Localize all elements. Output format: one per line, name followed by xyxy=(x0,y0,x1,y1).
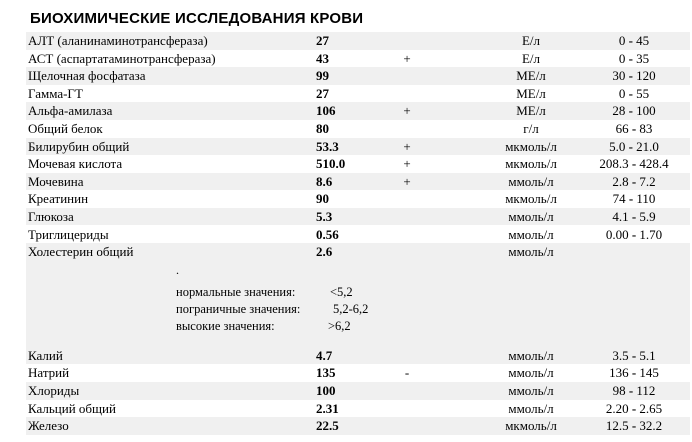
reference-range xyxy=(581,382,687,400)
table-row xyxy=(26,155,690,173)
table-row xyxy=(26,400,690,418)
ref-low: 5.0 xyxy=(609,138,626,154)
test-value: 43 xyxy=(316,50,329,66)
abnormal-flag: + xyxy=(403,103,411,119)
test-name: Глюкоза xyxy=(28,208,74,224)
ref-high: 428.4 xyxy=(639,156,669,172)
test-name: Натрий xyxy=(28,365,70,381)
test-name: Холестерин общий xyxy=(28,244,134,260)
test-value: 2.31 xyxy=(316,400,339,416)
ref-high: 32.2 xyxy=(639,418,663,434)
ref-high: 120 xyxy=(636,68,656,84)
ref-high: 21.0 xyxy=(636,138,659,154)
test-value: 27 xyxy=(316,33,329,48)
reference-range xyxy=(581,120,687,138)
test-unit: г/л xyxy=(523,120,539,136)
ref-high: 35 xyxy=(636,50,650,66)
reference-range xyxy=(581,67,687,85)
test-unit: мкмоль/л xyxy=(505,191,557,207)
ref-separator: - xyxy=(628,365,640,381)
table-row xyxy=(26,50,690,68)
ref-high: 7.2 xyxy=(639,173,656,189)
test-value: 510.0 xyxy=(316,156,346,172)
table-row xyxy=(26,173,690,191)
reference-range xyxy=(581,347,687,365)
test-value: 4.7 xyxy=(316,347,333,363)
table-row xyxy=(26,190,690,208)
ref-separator: - xyxy=(628,208,640,224)
ref-high: 2.65 xyxy=(639,400,663,416)
test-value: 5.3 xyxy=(316,208,333,224)
note-dot: . xyxy=(176,262,179,277)
test-name: Альфа-амилаза xyxy=(28,103,113,119)
note-value-high: >6,2 xyxy=(328,318,351,333)
ref-high: 5.9 xyxy=(639,208,656,224)
ref-low: 2.20 xyxy=(605,400,629,416)
test-unit: ммоль/л xyxy=(508,208,554,224)
test-name: Триглицериды xyxy=(28,226,109,242)
ref-high: 5.1 xyxy=(639,347,656,363)
abnormal-flag: + xyxy=(403,50,411,66)
reference-range xyxy=(581,364,687,382)
test-unit: ммоль/л xyxy=(508,400,554,416)
test-unit: МЕ/л xyxy=(516,85,546,101)
reference-range xyxy=(581,32,687,50)
test-value: 27 xyxy=(316,85,329,101)
test-unit: ммоль/л xyxy=(508,244,554,260)
ref-separator: - xyxy=(625,33,637,48)
note-value-normal: <5,2 xyxy=(330,284,353,299)
test-value: 80 xyxy=(316,120,329,136)
ref-low: 0 xyxy=(618,50,626,66)
ref-high: 145 xyxy=(639,365,659,381)
test-value: 90 xyxy=(316,191,329,207)
ref-separator: - xyxy=(625,191,637,207)
reference-range xyxy=(581,138,687,156)
test-name: Хлориды xyxy=(28,383,80,398)
reference-range xyxy=(581,208,687,226)
abnormal-flag: + xyxy=(403,138,411,154)
test-name: АСТ (аспартатаминотрансфераза) xyxy=(28,50,216,66)
table-row xyxy=(26,243,690,261)
table-row xyxy=(26,138,690,156)
test-unit: ммоль/л xyxy=(508,365,554,381)
ref-separator: - xyxy=(628,400,640,416)
ref-separator: - xyxy=(625,103,637,119)
test-name: Билирубин общий xyxy=(28,138,130,154)
ref-low: 136 xyxy=(609,365,629,381)
test-name: Креатинин xyxy=(28,191,89,207)
reference-range xyxy=(581,173,687,191)
ref-low: 74 xyxy=(612,191,626,207)
test-name: Железо xyxy=(28,418,69,434)
table-row xyxy=(26,32,690,50)
test-value: 53.3 xyxy=(316,138,339,154)
ref-low: 0 xyxy=(618,85,626,101)
note-label-normal: нормальные значения: xyxy=(176,284,296,299)
ref-low: 0 xyxy=(618,33,626,48)
table-row xyxy=(26,67,690,85)
table-row xyxy=(26,85,690,103)
test-value: 106 xyxy=(316,103,336,119)
test-value: 135 xyxy=(316,365,336,381)
ref-high: 83 xyxy=(639,120,653,136)
test-name: Общий белок xyxy=(28,120,103,136)
test-value: 8.6 xyxy=(316,173,333,189)
table-row xyxy=(26,120,690,138)
table-row xyxy=(26,102,690,120)
test-name: Калий xyxy=(28,347,63,363)
ref-high: 55 xyxy=(636,85,650,101)
ref-low: 30 xyxy=(612,68,626,84)
note-value-borderline: 5,2-6,2 xyxy=(333,301,369,316)
ref-high: 45 xyxy=(636,33,650,48)
test-name: АЛТ (аланинаминотрансфераза) xyxy=(28,33,208,48)
table-row xyxy=(26,364,690,382)
test-unit: ммоль/л xyxy=(508,347,554,363)
reference-range xyxy=(581,85,687,103)
reference-range xyxy=(581,50,687,68)
ref-separator: - xyxy=(628,156,640,172)
reference-range xyxy=(581,400,687,418)
ref-low: 12.5 xyxy=(605,418,629,434)
ref-separator: - xyxy=(628,347,640,363)
reference-range xyxy=(581,417,687,435)
abnormal-flag: + xyxy=(403,156,411,172)
ref-high: 112 xyxy=(636,383,656,398)
results-table xyxy=(26,32,690,435)
ref-separator: - xyxy=(628,226,640,242)
test-unit: ммоль/л xyxy=(508,173,554,189)
abnormal-flag: - xyxy=(404,365,410,381)
test-name: Кальций общий xyxy=(28,400,116,416)
test-unit: МЕ/л xyxy=(516,68,546,84)
ref-low: 98 xyxy=(612,383,626,398)
test-name: Мочевина xyxy=(28,173,84,189)
test-value: 22.5 xyxy=(316,418,339,434)
results-rows-top xyxy=(26,32,690,261)
test-unit: мкмоль/л xyxy=(505,138,557,154)
reference-range xyxy=(581,226,687,244)
test-name: Щелочная фосфатаза xyxy=(28,68,146,84)
ref-separator: - xyxy=(628,418,640,434)
ref-low: 3.5 xyxy=(612,347,629,363)
ref-separator: - xyxy=(628,173,640,189)
test-unit: Е/л xyxy=(521,33,541,48)
ref-high: 1.70 xyxy=(639,226,663,242)
test-value: 100 xyxy=(316,383,336,398)
ref-separator: - xyxy=(625,85,637,101)
ref-separator: - xyxy=(628,120,640,136)
table-row xyxy=(26,347,690,365)
test-name: Мочевая кислота xyxy=(28,156,123,172)
ref-low: 66 xyxy=(615,120,629,136)
test-unit: мкмоль/л xyxy=(505,418,557,434)
reference-range xyxy=(581,102,687,120)
ref-separator: - xyxy=(625,68,637,84)
reference-range xyxy=(581,155,687,173)
page-title: БИОХИМИЧЕСКИЕ ИССЛЕДОВАНИЯ КРОВИ xyxy=(30,10,364,27)
ref-high: 100 xyxy=(636,103,656,119)
test-value: 2.6 xyxy=(316,244,333,260)
results-rows-bottom xyxy=(26,347,690,435)
ref-low: 0.00 xyxy=(605,226,629,242)
test-unit: ммоль/л xyxy=(508,383,554,398)
ref-low: 28 xyxy=(612,103,626,119)
ref-separator: - xyxy=(625,383,637,398)
abnormal-flag: + xyxy=(403,173,411,189)
test-value: 0.56 xyxy=(316,226,339,242)
cholesterol-reference-note xyxy=(26,261,690,347)
test-name: Гамма-ГТ xyxy=(28,85,83,101)
table-row xyxy=(26,417,690,435)
note-label-high: высокие значения: xyxy=(176,318,275,333)
reference-range xyxy=(581,190,687,208)
test-unit: ммоль/л xyxy=(508,226,554,242)
ref-separator: - xyxy=(625,50,637,66)
table-row xyxy=(26,382,690,400)
test-unit: мкмоль/л xyxy=(505,156,557,172)
ref-low: 208.3 xyxy=(599,156,629,172)
table-row xyxy=(26,226,690,244)
test-value: 99 xyxy=(316,68,329,84)
table-row xyxy=(26,208,690,226)
ref-separator: - xyxy=(625,138,637,154)
test-unit: Е/л xyxy=(521,50,541,66)
ref-high: 110 xyxy=(636,191,656,207)
ref-low: 2.8 xyxy=(612,173,629,189)
test-unit: МЕ/л xyxy=(516,103,546,119)
note-label-borderline: пограничные значения: xyxy=(176,301,301,316)
ref-low: 4.1 xyxy=(612,208,629,224)
